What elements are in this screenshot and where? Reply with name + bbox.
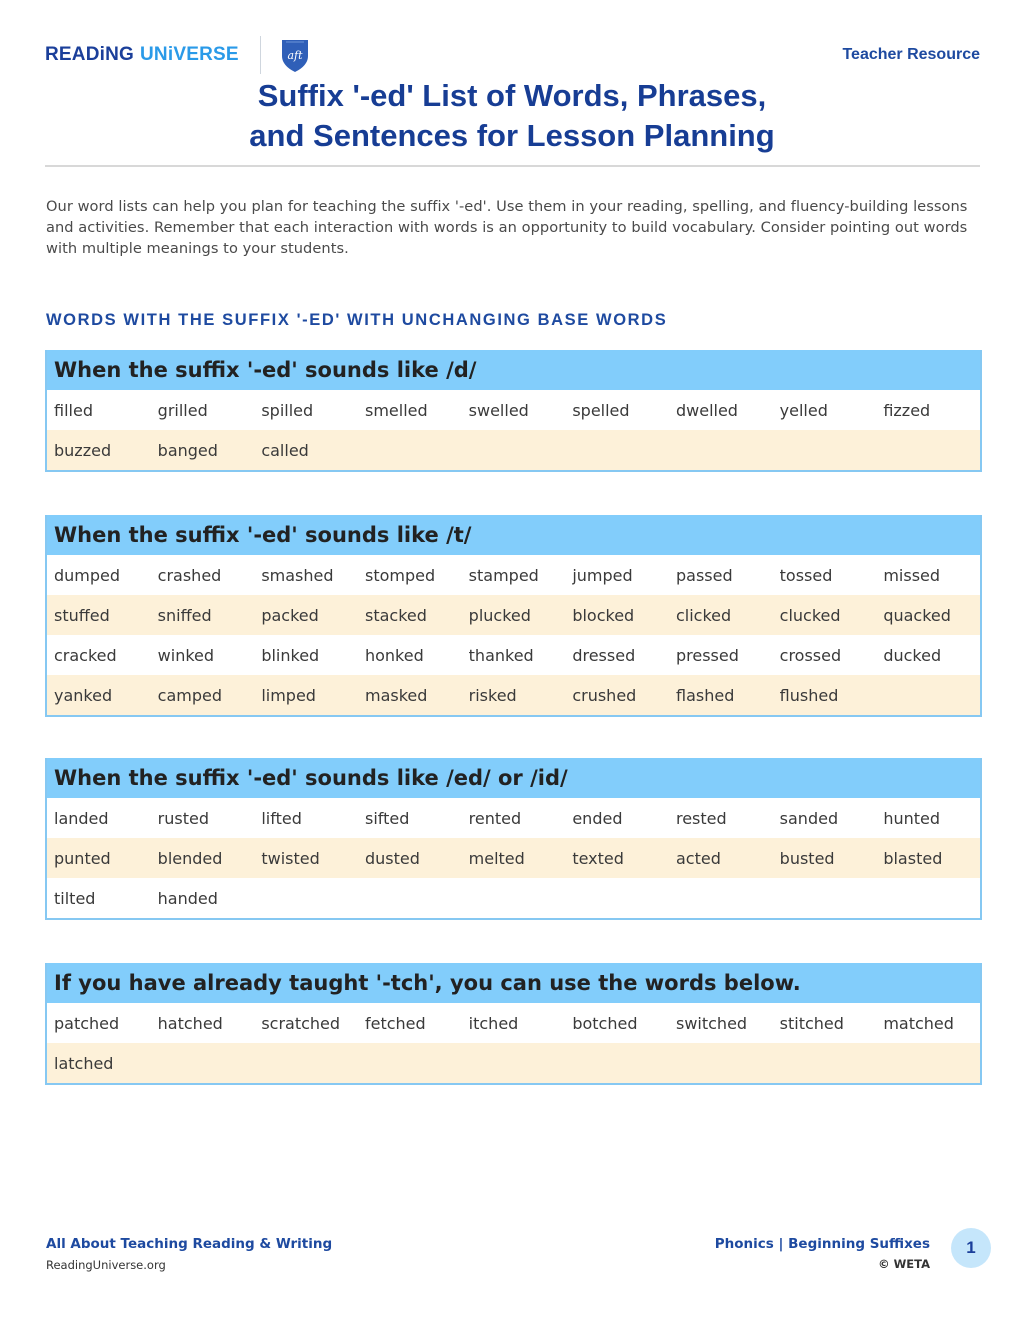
footer-category: Phonics | Beginning Suffixes — [714, 1236, 930, 1252]
footer-tagline: All About Teaching Reading & Writing — [46, 1236, 333, 1252]
word-cell: thanked — [468, 645, 534, 665]
word-cell: ended — [572, 808, 623, 828]
footer-copyright: © WETA — [878, 1257, 930, 1271]
section-heading: WORDS WITH THE SUFFIX '-ED' WITH UNCHANGING BASE WORDS — [46, 311, 668, 329]
word-cell: pressed — [675, 645, 739, 665]
reading-universe-logo — [45, 42, 239, 68]
word-cell: risked — [468, 685, 517, 705]
word-cell: swelled — [468, 400, 529, 420]
word-cell: acted — [675, 848, 721, 868]
table-row — [47, 430, 980, 470]
word-cell: yanked — [54, 685, 113, 705]
page-title-line-2: and Sentences for Lesson Planning — [249, 118, 775, 153]
aft-shield-icon — [276, 36, 314, 74]
word-cell: flushed — [779, 685, 839, 705]
word-cell: spelled — [572, 400, 630, 420]
word-cell: scratched — [261, 1013, 341, 1033]
word-cell: sanded — [779, 808, 839, 828]
table-row — [47, 838, 980, 878]
word-cell: melted — [468, 848, 525, 868]
word-cell: latched — [54, 1053, 114, 1073]
table-row — [47, 675, 980, 715]
word-cell: blended — [157, 848, 223, 868]
word-cell: dressed — [572, 645, 636, 665]
word-cell: dusted — [364, 848, 420, 868]
logo-universe-text: UNiVERSE — [140, 44, 239, 65]
word-cell: camped — [157, 685, 222, 705]
word-cell: tilted — [54, 888, 96, 908]
word-cell: blinked — [261, 645, 320, 665]
table-row — [47, 1003, 980, 1043]
word-cell: stomped — [364, 565, 436, 585]
word-cell: tossed — [779, 565, 833, 585]
word-cell: dumped — [54, 565, 121, 585]
word-cell: botched — [572, 1013, 638, 1033]
word-cell: plucked — [468, 605, 531, 625]
word-cell: buzzed — [54, 440, 112, 460]
word-cell: smashed — [261, 565, 334, 585]
title-divider — [45, 165, 980, 167]
teacher-resource-label: Teacher Resource — [842, 46, 980, 63]
page-title — [0, 76, 1024, 156]
word-cell: cracked — [54, 645, 117, 665]
page-number-badge: 1 — [951, 1228, 991, 1268]
table-row — [47, 878, 980, 918]
word-cell: spilled — [261, 400, 314, 420]
word-cell: crushed — [572, 685, 637, 705]
table-row — [47, 798, 980, 838]
word-cell: stamped — [468, 565, 539, 585]
word-cell: packed — [261, 605, 319, 625]
word-cell: twisted — [261, 848, 320, 868]
word-cell: blasted — [883, 848, 943, 868]
word-cell: handed — [157, 888, 218, 908]
aft-logo-text: aft — [287, 49, 303, 62]
word-table-tch-words — [45, 963, 982, 1085]
word-cell: itched — [468, 1013, 519, 1033]
word-cell: punted — [54, 848, 111, 868]
table-row — [47, 1043, 980, 1083]
word-cell: called — [261, 440, 309, 460]
word-cell: masked — [364, 685, 428, 705]
word-cell: rested — [675, 808, 727, 828]
word-cell: clucked — [779, 605, 841, 625]
word-cell: switched — [675, 1013, 748, 1033]
word-cell: rented — [468, 808, 522, 828]
word-cell: clicked — [675, 605, 732, 625]
word-table-d-sound — [45, 350, 982, 472]
word-cell: jumped — [572, 565, 633, 585]
word-cell: hatched — [157, 1013, 223, 1033]
word-cell: limped — [261, 685, 316, 705]
word-cell: hunted — [883, 808, 941, 828]
word-cell: fetched — [364, 1013, 426, 1033]
table-row — [47, 635, 980, 675]
word-cell: missed — [883, 565, 941, 585]
word-table-ed-id-sound — [45, 758, 982, 920]
word-cell: matched — [883, 1013, 954, 1033]
table-row — [47, 390, 980, 430]
intro-paragraph: Our word lists can help you plan for teaching the suffix '-ed'. Use them in your reading, spelling, and fluency-building lessons and activities. Remember that each interaction with words is an opportunity to build vocabulary. Consider pointing out words with multiple meanings to your students. — [46, 198, 968, 257]
word-cell: stitched — [779, 1013, 844, 1033]
word-cell: lifted — [261, 808, 302, 828]
word-cell: fizzed — [883, 400, 931, 420]
word-cell: ducked — [883, 645, 942, 665]
footer-website-link[interactable]: ReadingUniverse.org — [46, 1258, 166, 1272]
word-cell: blocked — [572, 605, 635, 625]
word-cell: sifted — [364, 808, 410, 828]
table-header: When the suffix '-ed' sounds like /d/ — [47, 350, 980, 390]
word-cell: stuffed — [54, 605, 110, 625]
word-cell: flashed — [675, 685, 735, 705]
page-title-line-1: Suffix '-ed' List of Words, Phrases, — [257, 78, 767, 113]
word-cell: sniffed — [157, 605, 212, 625]
word-cell: rusted — [157, 808, 209, 828]
word-cell: dwelled — [675, 400, 738, 420]
word-cell: texted — [572, 848, 624, 868]
word-cell: yelled — [779, 400, 828, 420]
word-cell: banged — [157, 440, 218, 460]
word-cell: landed — [54, 808, 109, 828]
word-cell: smelled — [364, 400, 428, 420]
word-cell: passed — [675, 565, 733, 585]
word-cell: grilled — [157, 400, 208, 420]
logo-divider — [260, 36, 261, 74]
word-cell: honked — [364, 645, 424, 665]
word-cell: stacked — [364, 605, 427, 625]
table-header: When the suffix '-ed' sounds like /ed/ or /id/ — [47, 758, 980, 798]
word-cell: patched — [54, 1013, 120, 1033]
table-row — [47, 555, 980, 595]
word-cell: filled — [54, 400, 93, 420]
logo-reading-text: READiNG — [45, 44, 135, 65]
table-row — [47, 595, 980, 635]
word-cell: crossed — [779, 645, 842, 665]
word-cell: winked — [157, 645, 215, 665]
word-cell: busted — [779, 848, 835, 868]
table-header: When the suffix '-ed' sounds like /t/ — [47, 515, 980, 555]
word-cell: quacked — [883, 605, 951, 625]
table-header: If you have already taught '-tch', you can use the words below. — [47, 963, 980, 1003]
word-table-t-sound — [45, 515, 982, 717]
word-cell: crashed — [157, 565, 222, 585]
